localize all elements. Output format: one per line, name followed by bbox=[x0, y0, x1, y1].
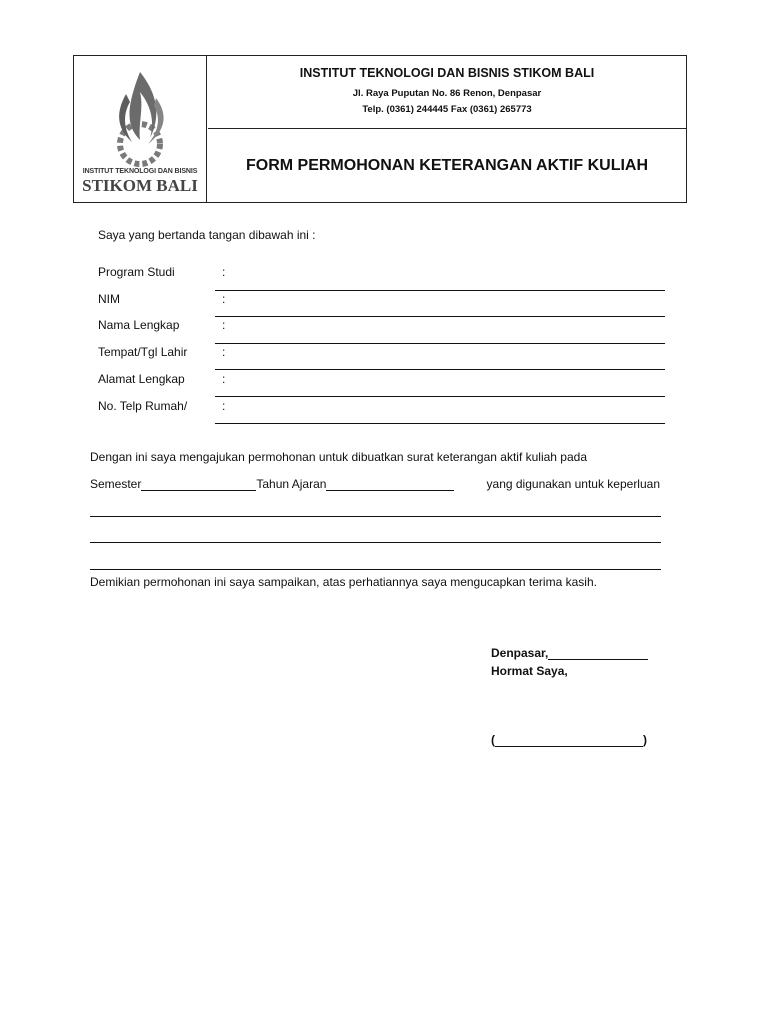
logo-text-institute: INSTITUT TEKNOLOGI DAN BISNIS bbox=[82, 168, 198, 175]
form-header bbox=[73, 55, 687, 203]
field-colon: : bbox=[222, 345, 226, 359]
field-colon: : bbox=[222, 372, 226, 386]
place-label: Denpasar, bbox=[491, 646, 549, 660]
date-blank[interactable] bbox=[548, 647, 648, 660]
field-label-alamat-lengkap: Alamat Lengkap bbox=[98, 372, 185, 386]
institution-info bbox=[208, 56, 686, 129]
field-line-no-telp-rumah[interactable] bbox=[215, 423, 665, 424]
field-line-alamat-lengkap[interactable] bbox=[215, 396, 665, 397]
purpose-line-3[interactable] bbox=[90, 569, 661, 570]
field-label-tempat-tgl-lahir: Tempat/Tgl Lahir bbox=[98, 345, 188, 359]
closing-text: Demikian permohonan ini saya sampaikan, atas perhatiannya saya mengucapkan terima kasih. bbox=[90, 575, 597, 589]
field-line-nama-lengkap[interactable] bbox=[215, 343, 665, 344]
tahun-ajaran-blank[interactable] bbox=[326, 478, 454, 491]
field-label-nama-lengkap: Nama Lengkap bbox=[98, 318, 180, 332]
field-colon: : bbox=[222, 318, 226, 332]
semester-label: Semester bbox=[90, 477, 142, 491]
intro-text: Saya yang bertanda tangan dibawah ini : bbox=[98, 228, 316, 242]
field-colon: : bbox=[222, 399, 226, 413]
signature-greeting: Hormat Saya, bbox=[491, 664, 568, 678]
signature-blank[interactable] bbox=[495, 734, 643, 747]
field-colon: : bbox=[222, 292, 226, 306]
field-line-program-studi[interactable] bbox=[215, 290, 665, 291]
signature-place bbox=[491, 646, 648, 660]
field-colon: : bbox=[222, 265, 226, 279]
open-paren: ( bbox=[491, 733, 495, 747]
logo-text-stikom: STIKOM BALI bbox=[82, 176, 198, 195]
tahun-ajaran-label: Tahun Ajaran bbox=[256, 477, 327, 491]
logo-cell bbox=[74, 56, 207, 202]
field-line-nim[interactable] bbox=[215, 316, 665, 317]
institution-address: Jl. Raya Puputan No. 86 Renon, Denpasar bbox=[352, 88, 542, 99]
institution-name: INSTITUT TEKNOLOGI DAN BISNIS STIKOM BALI bbox=[299, 66, 595, 80]
stikom-logo-icon bbox=[104, 68, 176, 168]
purpose-line-1[interactable] bbox=[90, 516, 661, 517]
field-label-program-studi: Program Studi bbox=[98, 265, 175, 279]
signature-name bbox=[491, 733, 647, 747]
close-paren: ) bbox=[643, 733, 647, 747]
institution-phone: Telp. (0361) 244445 Fax (0361) 265773 bbox=[362, 104, 532, 115]
form-title: FORM PERMOHONAN KETERANGAN AKTIF KULIAH bbox=[245, 157, 649, 174]
purpose-line-2[interactable] bbox=[90, 542, 661, 543]
request-text: Dengan ini saya mengajukan permohonan untuk dibuatkan surat keterangan aktif kuliah pada bbox=[90, 450, 588, 464]
request-semester-line bbox=[90, 477, 660, 491]
field-label-no-telp-rumah: No. Telp Rumah/ bbox=[98, 399, 188, 413]
field-line-tempat-tgl-lahir[interactable] bbox=[215, 369, 665, 370]
purpose-label: yang digunakan untuk keperluan bbox=[486, 477, 660, 491]
semester-blank[interactable] bbox=[141, 478, 256, 491]
field-label-nim: NIM bbox=[98, 292, 120, 306]
title-cell bbox=[208, 129, 686, 202]
